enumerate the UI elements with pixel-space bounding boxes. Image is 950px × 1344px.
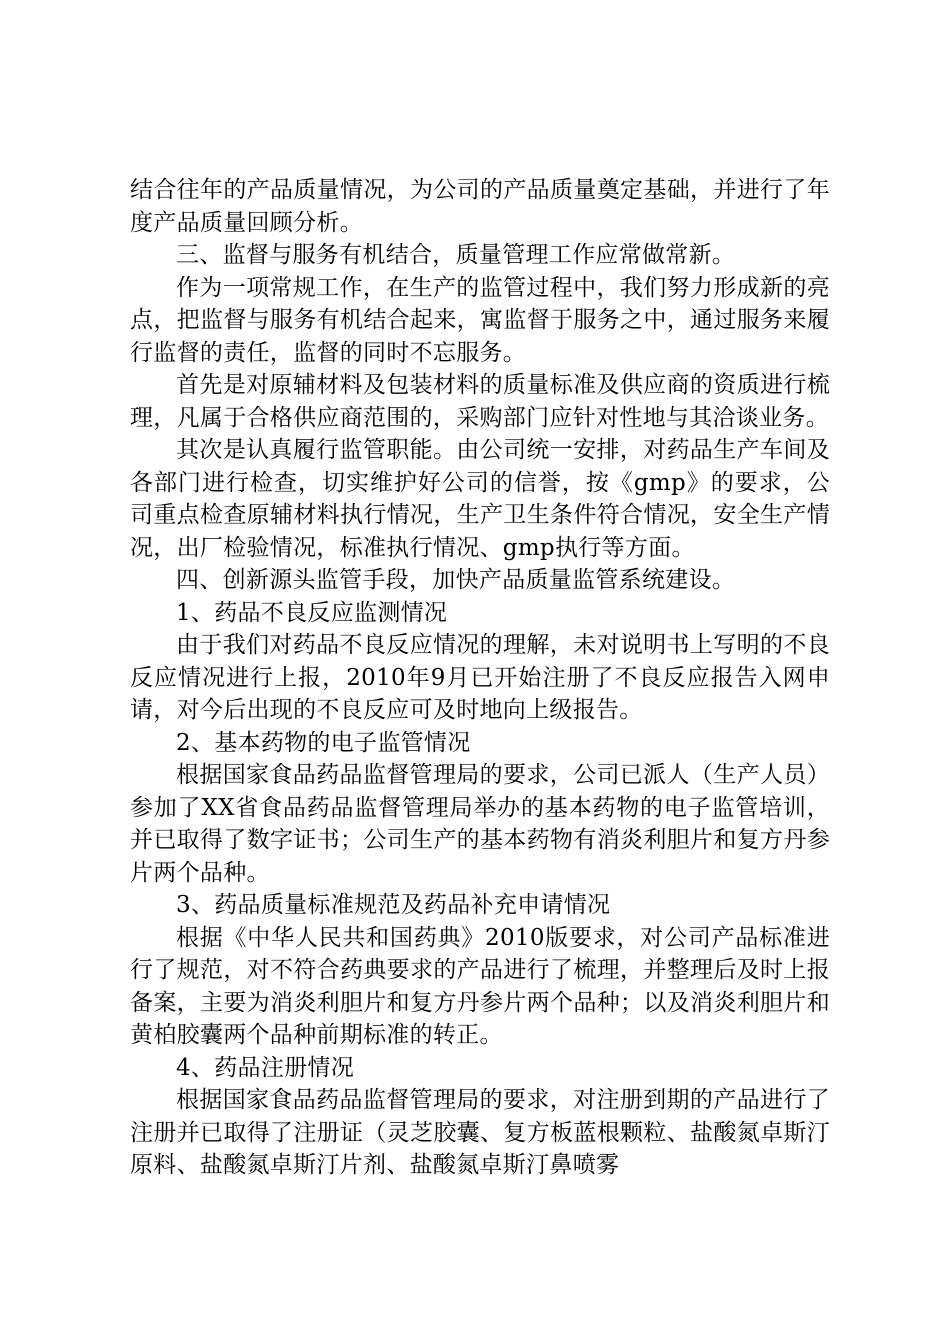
document-page <box>130 174 830 1182</box>
paragraph-electronic-supervision: 根据国家食品药品监督管理局的要求，公司已派人（生产人员）参加了XX省食品药品监督管理局举办的基本药物的电子监管培训，并已取得了数字证书；公司生产的基本药物有消炎利胆片和复方丹参片两个品种。 <box>130 762 830 886</box>
heading-section-four: 四、创新源头监管手段，加快产品质量监管系统建设。 <box>176 567 736 593</box>
subheading-quality-standards: 3、药品质量标准规范及药品补充申请情况 <box>176 892 611 918</box>
subheading-electronic-supervision: 2、基本药物的电子监管情况 <box>176 729 471 756</box>
paragraph-adverse-reaction: 由于我们对药品不良反应情况的理解，未对说明书上写明的不良反应情况进行上报，2010年9月已开始注册了不良反应报告入网申请，对今后出现的不良反应可及时地向上级报告。 <box>130 632 830 723</box>
paragraph-routine-work: 作为一项常规工作，在生产的监管过程中，我们努力形成新的亮点，把监督与服务有机结合起来，寓监督于服务之中，通过服务来履行监督的责任，监督的同时不忘服务。 <box>130 274 830 366</box>
paragraph-quality-review: 结合往年的产品质量情况，为公司的产品质量奠定基础，并进行了年度产品质量回顾分析。 <box>130 177 830 236</box>
paragraph-quality-standards: 根据《中华人民共和国药典》2010版要求，对公司产品标准进行了规范，对不符合药典要求的产品进行了梳理，并整理后及时上报备案，主要为消炎利胆片和复方丹参片两个品种；以及消炎利胆片和黄柏胶囊两个品种前期标准的转正。 <box>130 924 830 1048</box>
heading-section-three: 三、监督与服务有机结合，质量管理工作应常做常新。 <box>176 242 736 268</box>
paragraph-first-materials: 首先是对原辅材料及包装材料的质量标准及供应商的资质进行梳理，凡属于合格供应商范围的，采购部门应针对性地与其洽谈业务。 <box>130 372 830 431</box>
subheading-drug-registration: 4、药品注册情况 <box>176 1054 355 1081</box>
paragraph-second-supervision: 其次是认真履行监管职能。由公司统一安排，对药品生产车间及各部门进行检查，切实维护好公司的信誉，按《gmp》的要求，公司重点检查原辅材料执行情况，生产卫生条件符合情况，安全生产情况，出厂检验情况，标准执行情况、gmp执行等方面。 <box>130 437 830 561</box>
subheading-adverse-reaction: 1、药品不良反应监测情况 <box>176 599 448 626</box>
paragraph-drug-registration: 根据国家食品药品监督管理局的要求，对注册到期的产品进行了注册并已取得了注册证（灵芝胶囊、复方板蓝根颗粒、盐酸氮卓斯汀原料、盐酸氮卓斯汀片剂、盐酸氮卓斯汀鼻喷雾 <box>130 1087 830 1178</box>
